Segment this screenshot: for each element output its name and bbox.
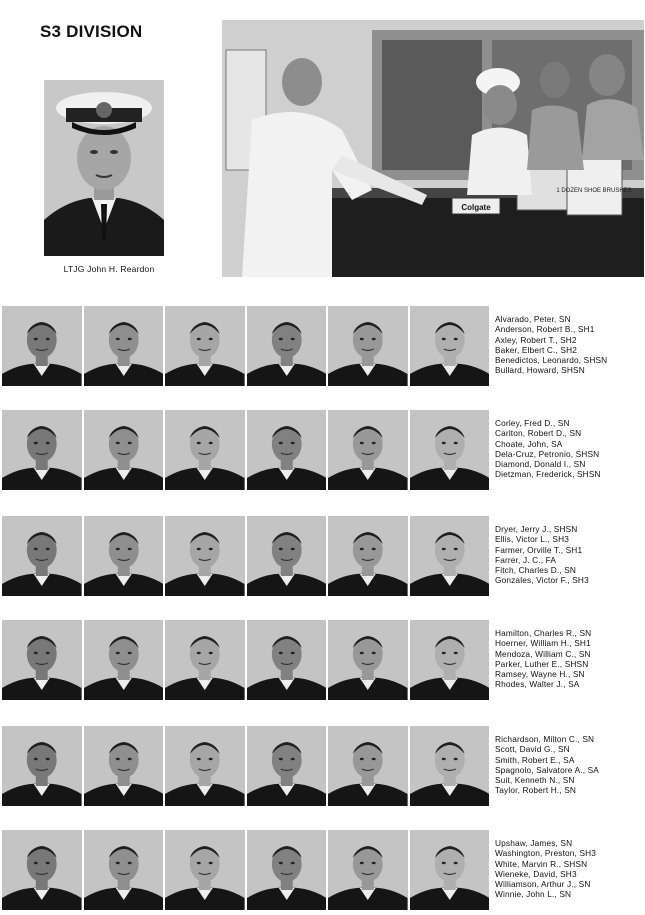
sailor-name: Ramsey, Wayne H., SN bbox=[495, 669, 585, 680]
sailor-name: Mendoza, William C., SN bbox=[495, 648, 591, 659]
sailor-name: Fitch, Charles D., SN bbox=[495, 565, 577, 576]
sailor-name: Hoerner, William H., SH1 bbox=[495, 638, 591, 649]
sailor-name: Rhodes, Walter J., SA bbox=[495, 679, 580, 690]
name-list-2 bbox=[495, 418, 643, 480]
sailor-name: Upshaw, James, SN bbox=[495, 838, 573, 848]
sailor-portrait bbox=[247, 726, 327, 806]
sailor-name: Hamilton, Charles R., SN bbox=[495, 628, 592, 638]
sailor-portrait-image bbox=[2, 726, 82, 806]
name-list-4 bbox=[495, 628, 643, 690]
sailor-name: Choate, John, SA bbox=[495, 438, 563, 449]
sailor-portrait-image bbox=[410, 830, 490, 910]
galley-scene-photo bbox=[222, 20, 644, 277]
sailor-portrait-image bbox=[2, 516, 82, 596]
sailor-portrait bbox=[247, 516, 327, 596]
sailor-portrait bbox=[165, 830, 245, 910]
sailor-name: Baker, Elbert C., SH2 bbox=[495, 344, 578, 355]
name-list-1 bbox=[495, 314, 643, 376]
sailor-portrait bbox=[165, 410, 245, 490]
sailor-name: Dryer, Jerry J., SHSN bbox=[495, 524, 578, 534]
officer-photo bbox=[44, 80, 164, 256]
sailor-name: Washington, Preston, SH3 bbox=[495, 848, 597, 859]
sailor-portrait bbox=[165, 726, 245, 806]
sailor-portrait-image bbox=[84, 306, 164, 386]
sailor-portrait-image bbox=[165, 516, 245, 596]
sailor-name: Dietzman, Frederick, SHSN bbox=[495, 469, 601, 480]
sailor-name: Smith, Robert E., SA bbox=[495, 754, 575, 765]
officer-portrait-image bbox=[44, 80, 164, 256]
sailor-portrait bbox=[328, 830, 408, 910]
sailor-portrait bbox=[2, 516, 82, 596]
sailor-portrait-image bbox=[328, 410, 408, 490]
sailor-portrait bbox=[165, 620, 245, 700]
sailor-portrait-image bbox=[84, 410, 164, 490]
sailor-name: Gonzales, Victor F., SH3 bbox=[495, 575, 589, 586]
sailor-portrait-image bbox=[328, 620, 408, 700]
sailor-portrait-image bbox=[247, 306, 327, 386]
sailor-portrait-image bbox=[410, 306, 490, 386]
sailor-name: Anderson, Robert B., SH1 bbox=[495, 324, 595, 335]
sailor-name: Richardson, Milton C., SN bbox=[495, 734, 595, 744]
sailor-portrait bbox=[410, 516, 490, 596]
sailor-name: Winnie, John L., SN bbox=[495, 889, 572, 900]
sailor-portrait bbox=[2, 726, 82, 806]
sailor-portrait-image bbox=[84, 620, 164, 700]
sailor-name: Williamson, Arthur J., SN bbox=[495, 879, 591, 890]
sailor-portrait bbox=[84, 620, 164, 700]
sailor-portrait bbox=[410, 726, 490, 806]
sailor-name: Parker, Luther E., SHSN bbox=[495, 658, 589, 669]
sailor-portrait bbox=[247, 830, 327, 910]
sailor-portrait bbox=[328, 410, 408, 490]
sailor-portrait bbox=[328, 726, 408, 806]
sailor-portrait-image bbox=[247, 410, 327, 490]
sailor-portrait-image bbox=[165, 410, 245, 490]
sailor-portrait-image bbox=[165, 726, 245, 806]
sailor-portrait bbox=[410, 830, 490, 910]
portrait-row-1 bbox=[2, 306, 489, 386]
sailor-portrait-image bbox=[2, 620, 82, 700]
sailor-portrait bbox=[247, 306, 327, 386]
sailor-portrait-image bbox=[328, 726, 408, 806]
sailor-name: Wieneke, David, SH3 bbox=[495, 868, 577, 879]
sailor-portrait bbox=[84, 306, 164, 386]
sailor-portrait-image bbox=[247, 726, 327, 806]
sailor-portrait-image bbox=[2, 830, 82, 910]
sailor-portrait-image bbox=[410, 516, 490, 596]
sailor-name: Carlton, Robert D., SN bbox=[495, 428, 582, 439]
sailor-portrait-image bbox=[410, 726, 490, 806]
sailor-name: Alvarado, Peter, SN bbox=[495, 314, 571, 324]
sailor-portrait-image bbox=[247, 620, 327, 700]
portrait-row-3 bbox=[2, 516, 489, 596]
sailor-portrait bbox=[84, 726, 164, 806]
sailor-portrait bbox=[328, 620, 408, 700]
sailor-portrait bbox=[165, 516, 245, 596]
sailor-portrait bbox=[2, 620, 82, 700]
sailor-portrait bbox=[2, 830, 82, 910]
sailor-portrait-image bbox=[328, 306, 408, 386]
portrait-row-2 bbox=[2, 410, 489, 490]
sailor-portrait-image bbox=[2, 410, 82, 490]
portrait-row-5 bbox=[2, 726, 489, 806]
sailor-portrait bbox=[410, 620, 490, 700]
sailor-portrait bbox=[328, 516, 408, 596]
sailor-name: Suit, Kenneth N., SN bbox=[495, 775, 575, 786]
sailor-name: Ellis, Victor L., SH3 bbox=[495, 534, 570, 545]
name-list-5 bbox=[495, 734, 643, 796]
colgate-box-label: Colgate bbox=[461, 203, 491, 212]
portrait-row-6 bbox=[2, 830, 489, 910]
sailor-portrait-image bbox=[247, 516, 327, 596]
sailor-name: Farrer, J. C., FA bbox=[495, 554, 557, 565]
sailor-portrait-image bbox=[165, 620, 245, 700]
sailor-portrait bbox=[165, 306, 245, 386]
sailor-name: Taylor, Robert H., SN bbox=[495, 785, 577, 796]
sailor-name: Diamond, Donald I., SN bbox=[495, 459, 586, 470]
sailor-name: Corley, Fred D., SN bbox=[495, 418, 570, 428]
officer-caption: LTJG John H. Reardon bbox=[63, 264, 155, 274]
sailor-portrait-image bbox=[84, 830, 164, 910]
name-list-3 bbox=[495, 524, 643, 586]
sailor-portrait-image bbox=[2, 306, 82, 386]
sailor-portrait-image bbox=[328, 516, 408, 596]
sailor-portrait-image bbox=[328, 830, 408, 910]
sailor-portrait-image bbox=[165, 306, 245, 386]
sailor-name: Dela-Cruz, Petronio, SHSN bbox=[495, 448, 600, 459]
sailor-name: Benedictos, Leonardo, SHSN bbox=[495, 355, 608, 366]
sailor-portrait bbox=[84, 410, 164, 490]
sailor-name: White, Marvin R., SHSN bbox=[495, 858, 588, 869]
sailor-name: Axley, Robert T., SH2 bbox=[495, 334, 577, 345]
sailor-name: Farmer, Orville T., SH1 bbox=[495, 544, 583, 555]
sailor-name: Scott, David G., SN bbox=[495, 744, 570, 755]
portrait-row-4 bbox=[2, 620, 489, 700]
shoe-brush-box-label: 1 DOZEN SHOE BRUSHES bbox=[556, 188, 632, 194]
sailor-portrait-image bbox=[247, 830, 327, 910]
sailor-name: Bullard, Howard, SHSN bbox=[495, 365, 585, 376]
sailor-portrait-image bbox=[84, 726, 164, 806]
sailor-portrait-image bbox=[165, 830, 245, 910]
sailor-name: Spagnolo, Salvatore A., SA bbox=[495, 764, 599, 775]
sailor-portrait bbox=[247, 410, 327, 490]
sailor-portrait bbox=[2, 306, 82, 386]
page-title: S3 DIVISION bbox=[40, 22, 143, 41]
name-list-6 bbox=[495, 838, 643, 900]
sailor-portrait bbox=[247, 620, 327, 700]
sailor-portrait bbox=[410, 306, 490, 386]
sailor-portrait-image bbox=[410, 410, 490, 490]
sailor-portrait bbox=[84, 830, 164, 910]
sailor-portrait bbox=[328, 306, 408, 386]
sailor-portrait bbox=[410, 410, 490, 490]
store-counter-image bbox=[222, 20, 644, 277]
sailor-portrait bbox=[2, 410, 82, 490]
sailor-portrait bbox=[84, 516, 164, 596]
sailor-portrait-image bbox=[84, 516, 164, 596]
sailor-portrait-image bbox=[410, 620, 490, 700]
